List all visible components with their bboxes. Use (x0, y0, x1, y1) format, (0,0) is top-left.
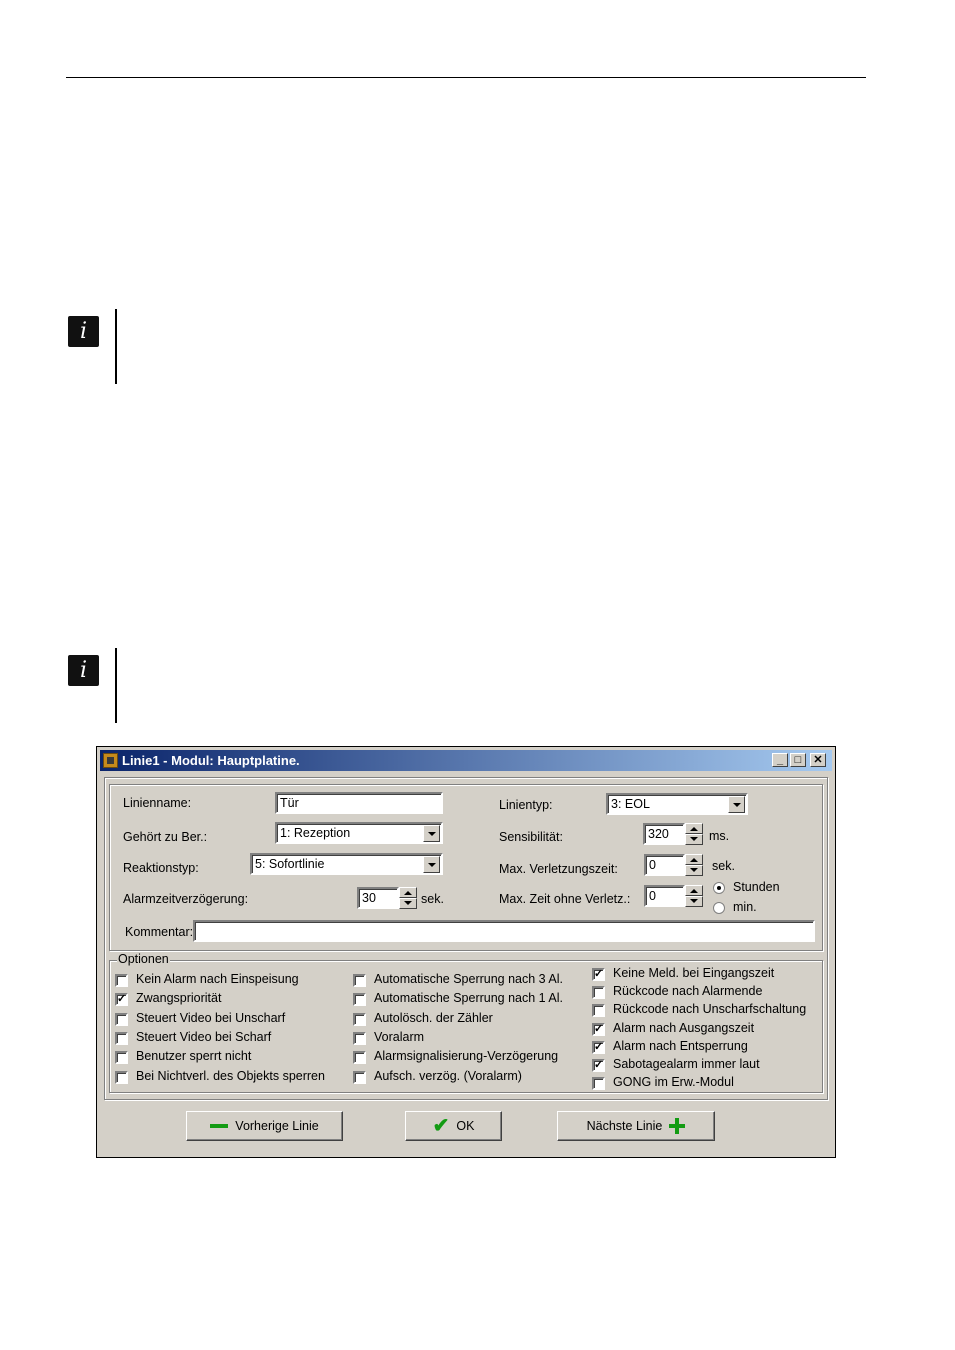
option-label: Benutzer sperrt nicht (136, 1049, 252, 1063)
option-checkbox[interactable] (353, 1051, 366, 1064)
minus-icon (210, 1124, 228, 1128)
close-button[interactable]: ✕ (810, 753, 826, 767)
option-checkbox[interactable] (115, 1051, 128, 1064)
checkmark-icon: ✓ (594, 1041, 604, 1053)
options-legend: Optionen (118, 952, 169, 966)
radio-stunden[interactable] (713, 882, 725, 894)
sensibilitaet-input[interactable]: 320 (643, 823, 685, 845)
option-label: GONG im Erw.-Modul (613, 1075, 734, 1089)
option-checkbox[interactable] (115, 993, 128, 1006)
option-checkbox[interactable] (353, 1032, 366, 1045)
checkmark-icon: ✓ (117, 993, 127, 1005)
chevron-down-icon[interactable] (423, 856, 440, 873)
option-label: Alarm nach Ausgangszeit (613, 1021, 755, 1035)
max-verletzung-stepper[interactable] (685, 854, 703, 876)
next-line-button[interactable] (557, 1111, 715, 1141)
option-label: Automatische Sperrung nach 1 Al. (374, 991, 564, 1005)
option-checkbox[interactable] (115, 1032, 128, 1045)
reaktionstyp-select[interactable] (250, 853, 443, 875)
kommentar-label: Kommentar: (125, 925, 194, 939)
option-label: Alarmsignalisierung-Verzögerung (374, 1049, 559, 1063)
linientyp-label: Linientyp: (499, 798, 553, 812)
spin-down-icon[interactable] (685, 865, 703, 876)
info-icon: i (68, 655, 99, 686)
spin-up-icon[interactable] (399, 887, 417, 898)
title-bar[interactable] (100, 750, 832, 771)
option-checkbox[interactable] (353, 974, 366, 987)
option-label: Kein Alarm nach Einspeisung (136, 972, 299, 986)
header-rule (66, 77, 866, 78)
checkmark-icon: ✓ (594, 1023, 604, 1035)
max-verletzung-input[interactable]: 0 (644, 854, 685, 876)
option-label: Autolösch. der Zähler (374, 1011, 493, 1025)
spin-down-icon[interactable] (685, 896, 703, 907)
spin-up-icon[interactable] (685, 885, 703, 896)
window-title: Linie1 - Modul: Hauptplatine. (122, 753, 300, 768)
option-checkbox[interactable] (353, 1071, 366, 1084)
option-checkbox[interactable] (592, 986, 605, 999)
note-divider (115, 648, 117, 723)
ok-button[interactable] (405, 1111, 502, 1141)
ok-label: OK (456, 1119, 475, 1133)
radio-min-label: min. (733, 900, 757, 914)
alarmzeit-label: Alarmzeitverzögerung: (123, 892, 249, 906)
checkmark-icon: ✓ (594, 1059, 604, 1071)
option-checkbox[interactable] (115, 974, 128, 987)
option-checkbox[interactable] (115, 1071, 128, 1084)
option-checkbox[interactable] (592, 1077, 605, 1090)
option-label: Alarm nach Entsperrung (613, 1039, 748, 1053)
option-label: Automatische Sperrung nach 3 Al. (374, 972, 564, 986)
alarmzeit-stepper[interactable] (399, 887, 417, 909)
next-line-label: Nächste Linie (586, 1119, 663, 1133)
alarmzeit-input[interactable]: 30 (357, 887, 399, 909)
spin-down-icon[interactable] (399, 898, 417, 909)
maximize-button[interactable]: □ (790, 753, 806, 767)
checkmark-icon: ✔ (432, 1115, 450, 1137)
sensibilitaet-unit: ms. (709, 829, 730, 843)
option-label: Voralarm (374, 1030, 425, 1044)
gehoert-label: Gehört zu Ber.: (123, 830, 208, 844)
minimize-button[interactable]: _ (772, 753, 788, 767)
previous-line-label: Vorherige Linie (235, 1119, 319, 1133)
option-checkbox[interactable] (353, 1013, 366, 1026)
option-label: Rückcode nach Alarmende (613, 984, 763, 998)
radio-min[interactable] (713, 902, 725, 914)
spin-down-icon[interactable] (685, 834, 703, 845)
reaktionstyp-value: 5: Sofortlinie (255, 857, 325, 871)
chevron-down-icon[interactable] (728, 796, 745, 813)
checkmark-icon: ✓ (594, 968, 604, 980)
option-checkbox[interactable] (592, 968, 605, 981)
app-icon (103, 753, 118, 768)
option-checkbox[interactable] (592, 1004, 605, 1017)
option-checkbox[interactable] (353, 993, 366, 1006)
radio-stunden-label: Stunden (733, 880, 780, 894)
chevron-down-icon[interactable] (423, 825, 440, 842)
reaktionstyp-label: Reaktionstyp: (123, 861, 199, 875)
option-label: Steuert Video bei Scharf (136, 1030, 272, 1044)
option-checkbox[interactable] (592, 1041, 605, 1054)
info-icon: i (68, 316, 99, 347)
option-checkbox[interactable] (115, 1013, 128, 1026)
gehoert-select[interactable] (275, 822, 443, 844)
max-verletzung-unit: sek. (712, 859, 735, 873)
option-label: Sabotagealarm immer laut (613, 1057, 760, 1071)
linienname-label: Linienname: (123, 796, 192, 810)
option-label: Keine Meld. bei Eingangszeit (613, 966, 775, 980)
zone-settings-window (96, 746, 836, 1158)
spin-up-icon[interactable] (685, 854, 703, 865)
linientyp-select[interactable] (606, 793, 748, 815)
max-ohne-stepper[interactable] (685, 885, 703, 907)
option-label: Zwangspriorität (136, 991, 222, 1005)
kommentar-input[interactable] (193, 920, 815, 942)
sensibilitaet-label: Sensibilität: (499, 830, 563, 844)
linientyp-value: 3: EOL (611, 797, 650, 811)
previous-line-button[interactable] (186, 1111, 343, 1141)
max-ohne-label: Max. Zeit ohne Verletz.: (499, 892, 631, 906)
note-divider (115, 309, 117, 384)
alarmzeit-unit: sek. (421, 892, 444, 906)
spin-up-icon[interactable] (685, 823, 703, 834)
max-ohne-input[interactable]: 0 (644, 885, 685, 907)
option-label: Steuert Video bei Unscharf (136, 1011, 286, 1025)
option-checkbox[interactable] (592, 1023, 605, 1036)
option-label: Aufsch. verzög. (Voralarm) (374, 1069, 522, 1083)
option-checkbox[interactable] (592, 1059, 605, 1072)
plus-icon (669, 1118, 685, 1134)
option-label: Bei Nichtverl. des Objekts sperren (136, 1069, 325, 1083)
gehoert-value: 1: Rezeption (280, 826, 351, 840)
sensibilitaet-stepper[interactable] (685, 823, 703, 845)
option-label: Rückcode nach Unscharfschaltung (613, 1002, 807, 1016)
max-verletzung-label: Max. Verletzungszeit: (499, 862, 618, 876)
linienname-input[interactable]: Tür (275, 792, 443, 814)
